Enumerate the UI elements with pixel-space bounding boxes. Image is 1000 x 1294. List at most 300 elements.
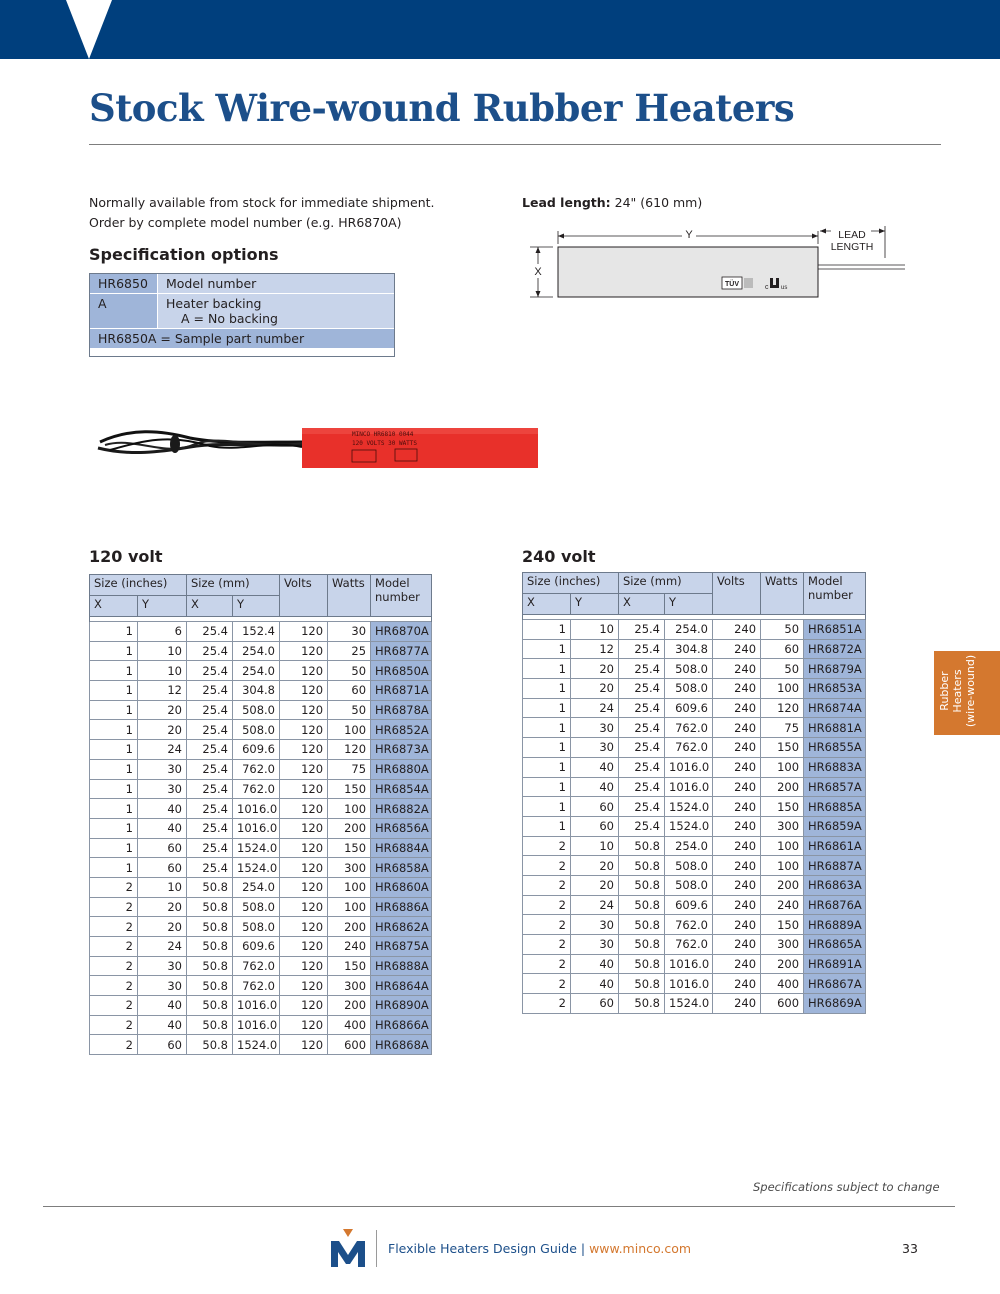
cell-x-mm: 25.4: [187, 779, 233, 799]
cell-watts: 120: [328, 740, 371, 760]
cell-model-number: HR6881A: [804, 718, 866, 738]
cell-x-in: 2: [90, 917, 138, 937]
table-120-heading: 120 volt: [89, 547, 163, 566]
cell-x-in: 2: [90, 976, 138, 996]
spec-value-main: Heater backing: [166, 296, 262, 311]
cell-x-mm: 25.4: [619, 659, 665, 679]
table-row: [523, 816, 866, 836]
cell-x-in: 1: [90, 799, 138, 819]
table-row: [523, 915, 866, 935]
cell-x-mm: 50.8: [619, 836, 665, 856]
spec-key: HR6850: [90, 274, 158, 294]
cell-x-mm: 50.8: [187, 877, 233, 897]
cell-volts: 240: [713, 954, 761, 974]
cell-watts: 60: [328, 681, 371, 701]
cell-y-in: 10: [138, 877, 187, 897]
cell-model-number: HR6872A: [804, 639, 866, 659]
cell-model-number: HR6890A: [371, 996, 432, 1016]
table-row: [523, 954, 866, 974]
cell-x-mm: 25.4: [187, 740, 233, 760]
header-model-line-2: number: [808, 588, 853, 602]
table-row: [90, 740, 432, 760]
cell-y-in: 30: [138, 976, 187, 996]
cell-y-mm: 1016.0: [665, 974, 713, 994]
cell-y-mm: 1016.0: [665, 777, 713, 797]
cell-model-number: HR6877A: [371, 641, 432, 661]
cell-volts: 240: [713, 935, 761, 955]
table-row: [523, 856, 866, 876]
cell-volts: 120: [280, 661, 328, 681]
cell-y-mm: 508.0: [233, 700, 280, 720]
spec-value: Model number: [158, 274, 395, 294]
cell-x-mm: 25.4: [187, 641, 233, 661]
cell-y-in: 24: [138, 937, 187, 957]
cell-y-mm: 508.0: [665, 875, 713, 895]
cell-x-mm: 50.8: [619, 935, 665, 955]
cell-volts: 120: [280, 858, 328, 878]
cell-x-in: 1: [523, 738, 571, 758]
cell-x-mm: 50.8: [187, 917, 233, 937]
cell-volts: 120: [280, 740, 328, 760]
cell-volts: 120: [280, 759, 328, 779]
footer-guide-title: Flexible Heaters Design Guide: [388, 1241, 577, 1256]
cell-watts: 50: [328, 700, 371, 720]
cell-x-in: 1: [90, 740, 138, 760]
table-row: [523, 718, 866, 738]
table-row: [90, 759, 432, 779]
side-tab-label: [938, 651, 977, 731]
cell-volts: 120: [280, 937, 328, 957]
cell-x-in: 1: [523, 816, 571, 836]
heater-product-photo: [90, 420, 540, 472]
cell-model-number: HR6874A: [804, 698, 866, 718]
cell-x-mm: 50.8: [619, 974, 665, 994]
cell-y-mm: 254.0: [233, 661, 280, 681]
table-row: [523, 935, 866, 955]
cell-watts: 300: [328, 858, 371, 878]
cell-x-mm: 50.8: [619, 895, 665, 915]
cell-y-in: 20: [571, 875, 619, 895]
cell-x-mm: 50.8: [619, 875, 665, 895]
cell-volts: 120: [280, 622, 328, 642]
header-size-inches: Size (inches): [523, 573, 619, 594]
title-divider: [89, 144, 941, 145]
spec-sample: HR6850A = Sample part number: [90, 329, 395, 349]
cell-watts: 300: [761, 935, 804, 955]
table-240-volt: [522, 572, 866, 1014]
footer-separator: |: [576, 1241, 590, 1256]
cell-volts: 240: [713, 639, 761, 659]
cell-volts: 120: [280, 1035, 328, 1055]
cell-x-in: 1: [523, 659, 571, 679]
cell-watts: 300: [328, 976, 371, 996]
footer-divider: [43, 1206, 955, 1207]
cell-y-in: 60: [571, 816, 619, 836]
cell-y-mm: 152.4: [233, 622, 280, 642]
cell-x-mm: 50.8: [187, 996, 233, 1016]
cell-x-mm: 25.4: [619, 639, 665, 659]
cell-model-number: HR6886A: [371, 897, 432, 917]
table-row: [90, 917, 432, 937]
cell-y-in: 60: [138, 838, 187, 858]
cell-model-number: HR6883A: [804, 757, 866, 777]
cell-y-in: 60: [138, 858, 187, 878]
cell-model-number: HR6867A: [804, 974, 866, 994]
cell-model-number: HR6852A: [371, 720, 432, 740]
cell-watts: 150: [328, 779, 371, 799]
cell-volts: 240: [713, 659, 761, 679]
table-row: [90, 976, 432, 996]
cell-y-in: 30: [571, 738, 619, 758]
spec-options-heading: Specification options: [89, 245, 279, 264]
cell-y-in: 10: [138, 661, 187, 681]
cell-x-mm: 50.8: [619, 856, 665, 876]
cell-watts: 75: [761, 718, 804, 738]
header-x-mm: X: [619, 594, 665, 615]
cell-y-in: 24: [571, 895, 619, 915]
header-y-mm: Y: [665, 594, 713, 615]
cell-y-in: 30: [138, 759, 187, 779]
table-row: [523, 994, 866, 1014]
cell-y-mm: 1016.0: [665, 954, 713, 974]
cell-model-number: HR6859A: [804, 816, 866, 836]
cell-model-number: HR6888A: [371, 956, 432, 976]
cell-model-number: HR6873A: [371, 740, 432, 760]
cell-x-mm: 25.4: [187, 818, 233, 838]
cell-watts: 50: [761, 659, 804, 679]
header-y-in: Y: [138, 596, 187, 617]
cell-model-number: HR6861A: [804, 836, 866, 856]
table-row: [523, 620, 866, 640]
cell-volts: 120: [280, 799, 328, 819]
cell-y-in: 20: [138, 897, 187, 917]
cell-watts: 200: [328, 818, 371, 838]
cell-y-in: 40: [571, 974, 619, 994]
header-row: [90, 575, 432, 596]
side-tab-line-3: (wire-wound): [964, 654, 977, 728]
cell-x-in: 1: [523, 698, 571, 718]
table-240-heading: 240 volt: [522, 547, 596, 566]
table-row: [523, 836, 866, 856]
cell-model-number: HR6851A: [804, 620, 866, 640]
cell-model-number: HR6862A: [371, 917, 432, 937]
cell-model-number: HR6880A: [371, 759, 432, 779]
table-row: [90, 641, 432, 661]
header-x-in: X: [90, 596, 138, 617]
cell-model-number: HR6856A: [371, 818, 432, 838]
table-row: [90, 897, 432, 917]
header-watts: Watts: [328, 575, 371, 617]
cell-y-in: 30: [571, 935, 619, 955]
cell-y-in: 24: [138, 740, 187, 760]
cell-x-in: 1: [90, 700, 138, 720]
cell-x-in: 2: [90, 996, 138, 1016]
cell-y-in: 40: [571, 777, 619, 797]
header-y-in: Y: [571, 594, 619, 615]
cell-model-number: HR6865A: [804, 935, 866, 955]
cell-model-number: HR6864A: [371, 976, 432, 996]
cell-x-mm: 25.4: [619, 679, 665, 699]
header-model-number: [371, 575, 432, 617]
spec-value-sub: A = No backing: [181, 311, 278, 326]
cell-y-mm: 1016.0: [665, 757, 713, 777]
table-row: [90, 622, 432, 642]
footer-vertical-divider: [376, 1230, 377, 1267]
cell-watts: 75: [328, 759, 371, 779]
cell-x-in: 1: [523, 797, 571, 817]
table-row: [90, 681, 432, 701]
cell-x-in: 2: [90, 937, 138, 957]
cell-x-in: 1: [90, 759, 138, 779]
cell-volts: 240: [713, 974, 761, 994]
cell-volts: 120: [280, 681, 328, 701]
cell-watts: 200: [761, 875, 804, 895]
cell-y-mm: 254.0: [665, 836, 713, 856]
cell-watts: 50: [761, 620, 804, 640]
tuv-mark-text: TÜV: [725, 281, 739, 288]
cell-model-number: HR6857A: [804, 777, 866, 797]
cell-watts: 100: [328, 720, 371, 740]
table-row: [90, 1035, 432, 1055]
cell-model-number: HR6853A: [804, 679, 866, 699]
cell-watts: 240: [761, 895, 804, 915]
cell-watts: 100: [328, 799, 371, 819]
cell-model-number: HR6891A: [804, 954, 866, 974]
cell-y-in: 10: [138, 641, 187, 661]
intro-line-2: Order by complete model number (e.g. HR6870A): [89, 215, 402, 230]
cell-y-in: 20: [571, 679, 619, 699]
cell-x-mm: 25.4: [619, 816, 665, 836]
heater-dimension-diagram: [515, 222, 915, 304]
cell-x-mm: 25.4: [187, 838, 233, 858]
table-row: [523, 757, 866, 777]
cell-volts: 120: [280, 779, 328, 799]
cell-y-in: 10: [571, 620, 619, 640]
header-row: [523, 573, 866, 594]
spec-row: [90, 274, 395, 294]
cell-watts: 600: [328, 1035, 371, 1055]
table-row: [90, 838, 432, 858]
minco-logo-icon: [329, 1229, 367, 1269]
cell-x-in: 2: [523, 994, 571, 1014]
cell-watts: 200: [328, 996, 371, 1016]
cell-watts: 25: [328, 641, 371, 661]
header-band: [0, 0, 1000, 59]
spec-options-table: [89, 273, 395, 349]
cell-y-in: 12: [571, 639, 619, 659]
cell-x-in: 1: [523, 777, 571, 797]
table-120-volt: [89, 574, 432, 1055]
table-row: [90, 700, 432, 720]
header-size-mm: Size (mm): [619, 573, 713, 594]
lead-length: [522, 195, 702, 210]
photo-label-line-2: 120 VOLTS 30 WATTS: [352, 440, 418, 447]
cell-y-mm: 508.0: [233, 897, 280, 917]
intro-line-1: Normally available from stock for immediate shipment.: [89, 195, 435, 210]
cell-watts: 30: [328, 622, 371, 642]
cell-x-in: 1: [523, 639, 571, 659]
cell-volts: 120: [280, 720, 328, 740]
cell-y-mm: 762.0: [665, 935, 713, 955]
cell-y-mm: 762.0: [233, 956, 280, 976]
cell-x-in: 1: [523, 679, 571, 699]
cell-y-mm: 508.0: [233, 917, 280, 937]
y-label: Y: [685, 229, 693, 241]
cell-model-number: HR6854A: [371, 779, 432, 799]
cell-y-mm: 762.0: [233, 759, 280, 779]
cell-x-mm: 50.8: [187, 956, 233, 976]
cell-x-mm: 25.4: [187, 858, 233, 878]
lead-length-value: 24" (610 mm): [614, 195, 703, 210]
cell-volts: 240: [713, 994, 761, 1014]
cell-x-in: 2: [90, 897, 138, 917]
cell-y-mm: 304.8: [233, 681, 280, 701]
spec-value: [158, 294, 395, 329]
cell-y-mm: 762.0: [233, 976, 280, 996]
table-row: [90, 661, 432, 681]
cell-watts: 100: [761, 679, 804, 699]
cell-x-in: 1: [90, 858, 138, 878]
cell-y-in: 30: [571, 718, 619, 738]
cell-y-mm: 1524.0: [665, 797, 713, 817]
cell-volts: 240: [713, 777, 761, 797]
cell-x-mm: 25.4: [619, 757, 665, 777]
header-model-line-1: Model: [375, 576, 410, 590]
cell-y-mm: 254.0: [233, 641, 280, 661]
header-volts: Volts: [713, 573, 761, 615]
table-row: [90, 877, 432, 897]
cell-y-mm: 508.0: [665, 856, 713, 876]
cell-volts: 120: [280, 897, 328, 917]
cell-model-number: HR6855A: [804, 738, 866, 758]
cell-volts: 240: [713, 718, 761, 738]
cell-watts: 400: [761, 974, 804, 994]
cell-watts: 200: [328, 917, 371, 937]
table-row: [523, 875, 866, 895]
cell-x-in: 1: [90, 661, 138, 681]
intro-text: [89, 193, 435, 233]
spec-key: A: [90, 294, 158, 329]
cell-x-mm: 50.8: [187, 1035, 233, 1055]
cell-volts: 240: [713, 738, 761, 758]
header-watts: Watts: [761, 573, 804, 615]
cell-x-in: 2: [523, 836, 571, 856]
cell-y-in: 10: [571, 836, 619, 856]
cell-x-mm: 25.4: [187, 759, 233, 779]
cell-y-mm: 508.0: [665, 679, 713, 699]
page-title: Stock Wire-wound Rubber Heaters: [89, 86, 795, 130]
cell-y-in: 30: [138, 956, 187, 976]
cell-model-number: HR6870A: [371, 622, 432, 642]
cell-volts: 120: [280, 996, 328, 1016]
cell-model-number: HR6871A: [371, 681, 432, 701]
cell-volts: 120: [280, 838, 328, 858]
cell-watts: 200: [761, 777, 804, 797]
cell-x-mm: 50.8: [187, 897, 233, 917]
cell-x-in: 2: [523, 954, 571, 974]
footer-url-link[interactable]: www.minco.com: [589, 1241, 692, 1256]
header-x-mm: X: [187, 596, 233, 617]
cell-x-mm: 25.4: [187, 720, 233, 740]
cell-y-mm: 508.0: [665, 659, 713, 679]
section-side-tab[interactable]: [934, 651, 1000, 735]
cell-x-in: 1: [90, 641, 138, 661]
cell-model-number: HR6878A: [371, 700, 432, 720]
cell-volts: 240: [713, 856, 761, 876]
header-model-line-2: number: [375, 590, 420, 604]
cell-model-number: HR6887A: [804, 856, 866, 876]
cell-x-in: 2: [523, 915, 571, 935]
cell-volts: 240: [713, 757, 761, 777]
cell-model-number: HR6850A: [371, 661, 432, 681]
table-row: [523, 659, 866, 679]
cell-x-mm: 25.4: [187, 661, 233, 681]
cell-model-number: HR6879A: [804, 659, 866, 679]
cell-volts: 240: [713, 816, 761, 836]
header-volts: Volts: [280, 575, 328, 617]
cell-x-mm: 25.4: [619, 738, 665, 758]
cell-watts: 150: [328, 838, 371, 858]
spec-row: [90, 329, 395, 349]
cell-y-in: 20: [138, 720, 187, 740]
cell-y-mm: 508.0: [233, 720, 280, 740]
cell-x-mm: 50.8: [619, 994, 665, 1014]
table-row: [523, 738, 866, 758]
cell-model-number: HR6882A: [371, 799, 432, 819]
cell-y-mm: 762.0: [233, 779, 280, 799]
table-row: [523, 679, 866, 699]
cell-model-number: HR6860A: [371, 877, 432, 897]
side-tab-line-1: Rubber: [938, 671, 951, 711]
cell-x-in: 2: [523, 935, 571, 955]
cell-model-number: HR6889A: [804, 915, 866, 935]
cell-watts: 240: [328, 937, 371, 957]
header-model-number: [804, 573, 866, 615]
cell-x-in: 1: [90, 720, 138, 740]
cell-model-number: HR6876A: [804, 895, 866, 915]
cell-y-in: 40: [138, 818, 187, 838]
cell-x-mm: 25.4: [619, 718, 665, 738]
footer-guide: [388, 1241, 691, 1256]
table-row: [90, 720, 432, 740]
cell-watts: 200: [761, 954, 804, 974]
cell-x-in: 1: [90, 681, 138, 701]
cell-y-mm: 304.8: [665, 639, 713, 659]
x-label: X: [534, 266, 542, 278]
cell-volts: 120: [280, 700, 328, 720]
table-row: [523, 974, 866, 994]
page-number: 33: [902, 1241, 918, 1256]
cell-volts: 240: [713, 836, 761, 856]
cell-y-in: 20: [571, 659, 619, 679]
cell-volts: 120: [280, 1015, 328, 1035]
cell-model-number: HR6869A: [804, 994, 866, 1014]
cell-x-in: 1: [523, 757, 571, 777]
table-row: [90, 996, 432, 1016]
cell-watts: 100: [761, 856, 804, 876]
cell-x-mm: 25.4: [187, 799, 233, 819]
cell-volts: 240: [713, 698, 761, 718]
table-row: [523, 639, 866, 659]
cell-volts: 240: [713, 895, 761, 915]
cell-y-in: 24: [571, 698, 619, 718]
cell-y-mm: 762.0: [665, 915, 713, 935]
cell-x-mm: 50.8: [187, 976, 233, 996]
cell-y-mm: 609.6: [233, 740, 280, 760]
cell-model-number: HR6884A: [371, 838, 432, 858]
cell-model-number: HR6885A: [804, 797, 866, 817]
side-tab-line-2: Heaters: [951, 669, 964, 713]
